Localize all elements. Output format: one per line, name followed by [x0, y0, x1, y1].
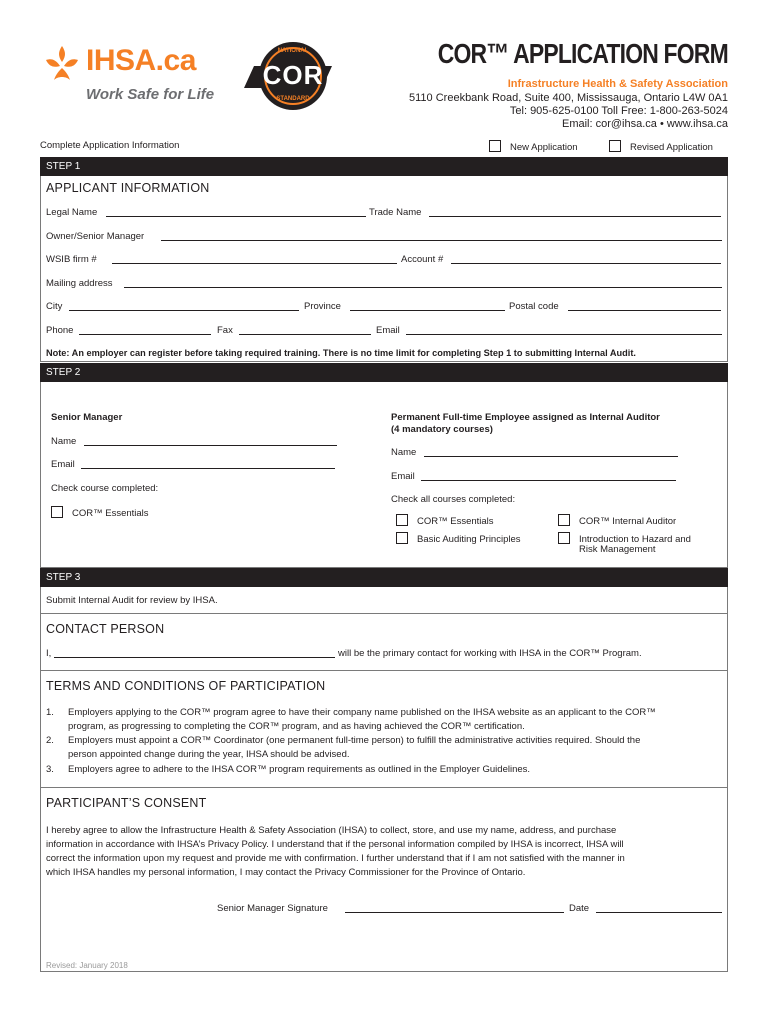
terms-item-2b: person appointed change during the year, IHSA should be advised.: [68, 749, 350, 760]
contact-prefix: I,: [46, 648, 52, 659]
phone-label: Phone: [46, 325, 74, 336]
province-label: Province: [304, 301, 341, 312]
new-application-checkbox[interactable]: [489, 140, 501, 152]
signature-label: Senior Manager Signature: [217, 903, 328, 914]
phone-field[interactable]: [79, 334, 211, 335]
aud-cor-essentials-label: COR™ Essentials: [417, 516, 494, 527]
signature-field[interactable]: [345, 912, 564, 913]
ihsa-tagline: Work Safe for Life: [86, 86, 215, 103]
owner-field[interactable]: [161, 240, 722, 241]
city-label: City: [46, 301, 63, 312]
sm-check-label: Check course completed:: [51, 483, 159, 494]
step3-submit-text: Submit Internal Audit for review by IHSA.: [46, 595, 218, 606]
terms-heading: TERMS AND CONDITIONS OF PARTICIPATION: [46, 679, 326, 693]
postal-field[interactable]: [568, 310, 721, 311]
aud-name-label: Name: [391, 447, 417, 458]
aud-name-field[interactable]: [424, 456, 678, 457]
step1-bar: STEP 1: [40, 157, 728, 176]
fax-field[interactable]: [239, 334, 371, 335]
aud-basic-auditing-label: Basic Auditing Principles: [417, 534, 521, 545]
divider-contact: [40, 670, 728, 671]
aud-hazard-risk-checkbox[interactable]: [558, 532, 570, 544]
divider-terms: [40, 787, 728, 788]
sm-email-label: Email: [51, 459, 75, 470]
terms-num-2: 2.: [46, 735, 54, 746]
legal-name-label: Legal Name: [46, 207, 98, 218]
sm-cor-essentials-checkbox[interactable]: [51, 506, 63, 518]
org-email: Email: cor@ihsa.ca • www.ihsa.ca: [561, 118, 728, 130]
step2-bar: STEP 2: [40, 363, 728, 382]
account-label: Account #: [401, 254, 444, 265]
contact-suffix: will be the primary contact for working with IHSA in the COR™ Program.: [338, 648, 642, 659]
aud-hazard-risk-label-1: Introduction to Hazard and: [579, 534, 691, 545]
org-address: 5110 Creekbank Road, Suite 400, Mississauga, Ontario L4W 0A1: [409, 92, 728, 104]
consent-line-1: I hereby agree to allow the Infrastructure Health & Safety Association (IHSA) to collect, store, and use my name, address, and purchase: [46, 825, 617, 836]
wsib-label: WSIB firm #: [46, 254, 97, 265]
divider-step3: [40, 613, 728, 614]
consent-line-4: which IHSA handles my personal information, I may contact the Privacy Commissioner for the Province of Ontario.: [46, 867, 526, 878]
terms-num-3: 3.: [46, 764, 54, 775]
trade-name-field[interactable]: [429, 216, 721, 217]
date-label: Date: [569, 903, 590, 914]
aud-check-label: Check all courses completed:: [391, 494, 516, 505]
city-field[interactable]: [69, 310, 299, 311]
terms-item-3: Employers agree to adhere to the IHSA COR™ program requirements as outlined in the Employer Guidelines.: [68, 764, 531, 775]
revised-date: Revised: January 2018: [46, 961, 128, 970]
aud-email-field[interactable]: [421, 480, 676, 481]
province-field[interactable]: [350, 310, 505, 311]
cor-seal-bottom-text: STANDARD: [276, 96, 310, 102]
senior-manager-heading: Senior Manager: [51, 412, 123, 423]
aud-basic-auditing-checkbox[interactable]: [396, 532, 408, 544]
sm-name-field[interactable]: [84, 445, 337, 446]
consent-heading: PARTICIPANT’S CONSENT: [46, 796, 207, 810]
date-field[interactable]: [596, 912, 722, 913]
fax-label: Fax: [217, 325, 233, 336]
aud-internal-auditor-label: COR™ Internal Auditor: [579, 516, 677, 527]
form-title: COR™ APPLICATION FORM: [437, 38, 728, 69]
org-phone: Tel: 905-625-0100 Toll Free: 1-800-263-5024: [509, 105, 728, 117]
postal-label: Postal code: [509, 301, 559, 312]
terms-item-1a: Employers applying to the COR™ program agree to have their company name published on the IHSA website as an applicant to the COR™: [68, 707, 656, 718]
aud-internal-auditor-checkbox[interactable]: [558, 514, 570, 526]
terms-item-2a: Employers must appoint a COR™ Coordinator (one permanent full-time person) to fulfill the administrative activities required. Should the: [68, 735, 641, 746]
mailing-label: Mailing address: [46, 278, 113, 289]
aud-cor-essentials-checkbox[interactable]: [396, 514, 408, 526]
email-field[interactable]: [406, 334, 722, 335]
terms-item-1b: program, as progressing to completing the COR™ program, and as having achieved the COR™ certification.: [68, 721, 525, 732]
revised-application-checkbox[interactable]: [609, 140, 621, 152]
trade-name-label: Trade Name: [369, 207, 422, 218]
auditor-heading: Permanent Full-time Employee assigned as Internal Auditor: [391, 412, 660, 423]
ihsa-logo: [40, 40, 230, 110]
step3-bar: STEP 3: [40, 568, 728, 587]
complete-info-label: Complete Application Information: [40, 140, 180, 151]
step3-frame: [40, 586, 728, 972]
account-field[interactable]: [451, 263, 721, 264]
sm-email-field[interactable]: [81, 468, 335, 469]
ihsa-emblem-icon: [40, 42, 84, 86]
cor-seal: [242, 40, 344, 112]
consent-line-3: correct the information upon my request and provide me with confirmation. I further understand that if I am not satisfied with the manner in: [46, 853, 625, 864]
legal-name-field[interactable]: [106, 216, 366, 217]
contact-heading: CONTACT PERSON: [46, 622, 165, 636]
sm-name-label: Name: [51, 436, 77, 447]
new-application-label: New Application: [510, 142, 578, 153]
auditor-subheading: (4 mandatory courses): [391, 424, 493, 435]
sm-cor-essentials-label: COR™ Essentials: [72, 508, 149, 519]
cor-seal-main-text: COR: [262, 60, 324, 90]
cor-seal-top-text: NATIONAL: [277, 48, 309, 54]
wsib-field[interactable]: [112, 263, 397, 264]
terms-num-1: 1.: [46, 707, 54, 718]
applicant-info-heading: APPLICANT INFORMATION: [46, 181, 210, 195]
email-label: Email: [376, 325, 400, 336]
revised-application-label: Revised Application: [630, 142, 713, 153]
mailing-field[interactable]: [124, 287, 722, 288]
owner-label: Owner/Senior Manager: [46, 231, 145, 242]
ihsa-logo-text: IHSA.ca: [86, 44, 196, 77]
aud-email-label: Email: [391, 471, 415, 482]
consent-line-2: information in accordance with IHSA’s Privacy Policy. I understand that if the personal information compiled by IHSA is incorrect, IHSA will: [46, 839, 624, 850]
aud-hazard-risk-label-2: Risk Management: [579, 544, 656, 555]
org-name: Infrastructure Health & Safety Association: [507, 78, 728, 90]
step1-note: Note: An employer can register before taking required training. There is no time limit for completing Step 1 to submitting Internal Audit.: [46, 348, 636, 358]
contact-name-field[interactable]: [54, 657, 335, 658]
